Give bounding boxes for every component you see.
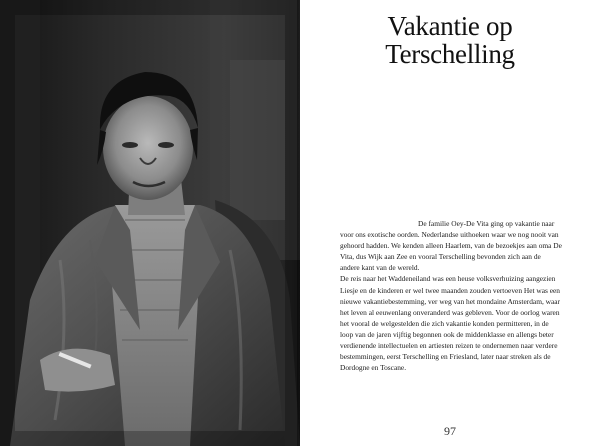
right-page: [300, 0, 600, 446]
paragraph-1: De familie Oey-De Vita ging op vakantie naar voor ons exotische oorden. Nederlandse uithoeken waar we nog nooit van gehoord hadden. We kenden alleen Haarlem, van de bezoekjes aan oma De Vita, dus Wijk aan Zee en vooral Terschelling bevonden zich aan de andere kant van de wereld.: [340, 219, 562, 273]
chapter-title-line-1: Vakantie op: [387, 11, 513, 41]
chapter-title-line-2: Terschelling: [385, 39, 515, 69]
page-number: 97: [444, 424, 456, 438]
paragraph-2: De reis naar het Waddeneiland was een heuse volksverhuizing aangezien Liesje en de kinderen er wel twee maanden zouden vertoeven Het was een nieuwe vakantiebestemming, ver weg van het mondaine Amsterdam, waar het leven al eeuwenlang onveranderd was gebleven. Voor de oorlog waren het vooral de welgestelden die zich vakantie konden permitteren, in de loop van de jaren vijftig begonnen ook de middenklasse en allengs beter verdienende intellectuelen en artiesten reizen te ondernemen naar verdere bestemmingen, eerst Terschelling en Friesland, later naar streken als de Dordogne en Toscane.: [340, 274, 561, 373]
chapter-title: [300, 12, 600, 68]
body-text: [340, 218, 562, 373]
